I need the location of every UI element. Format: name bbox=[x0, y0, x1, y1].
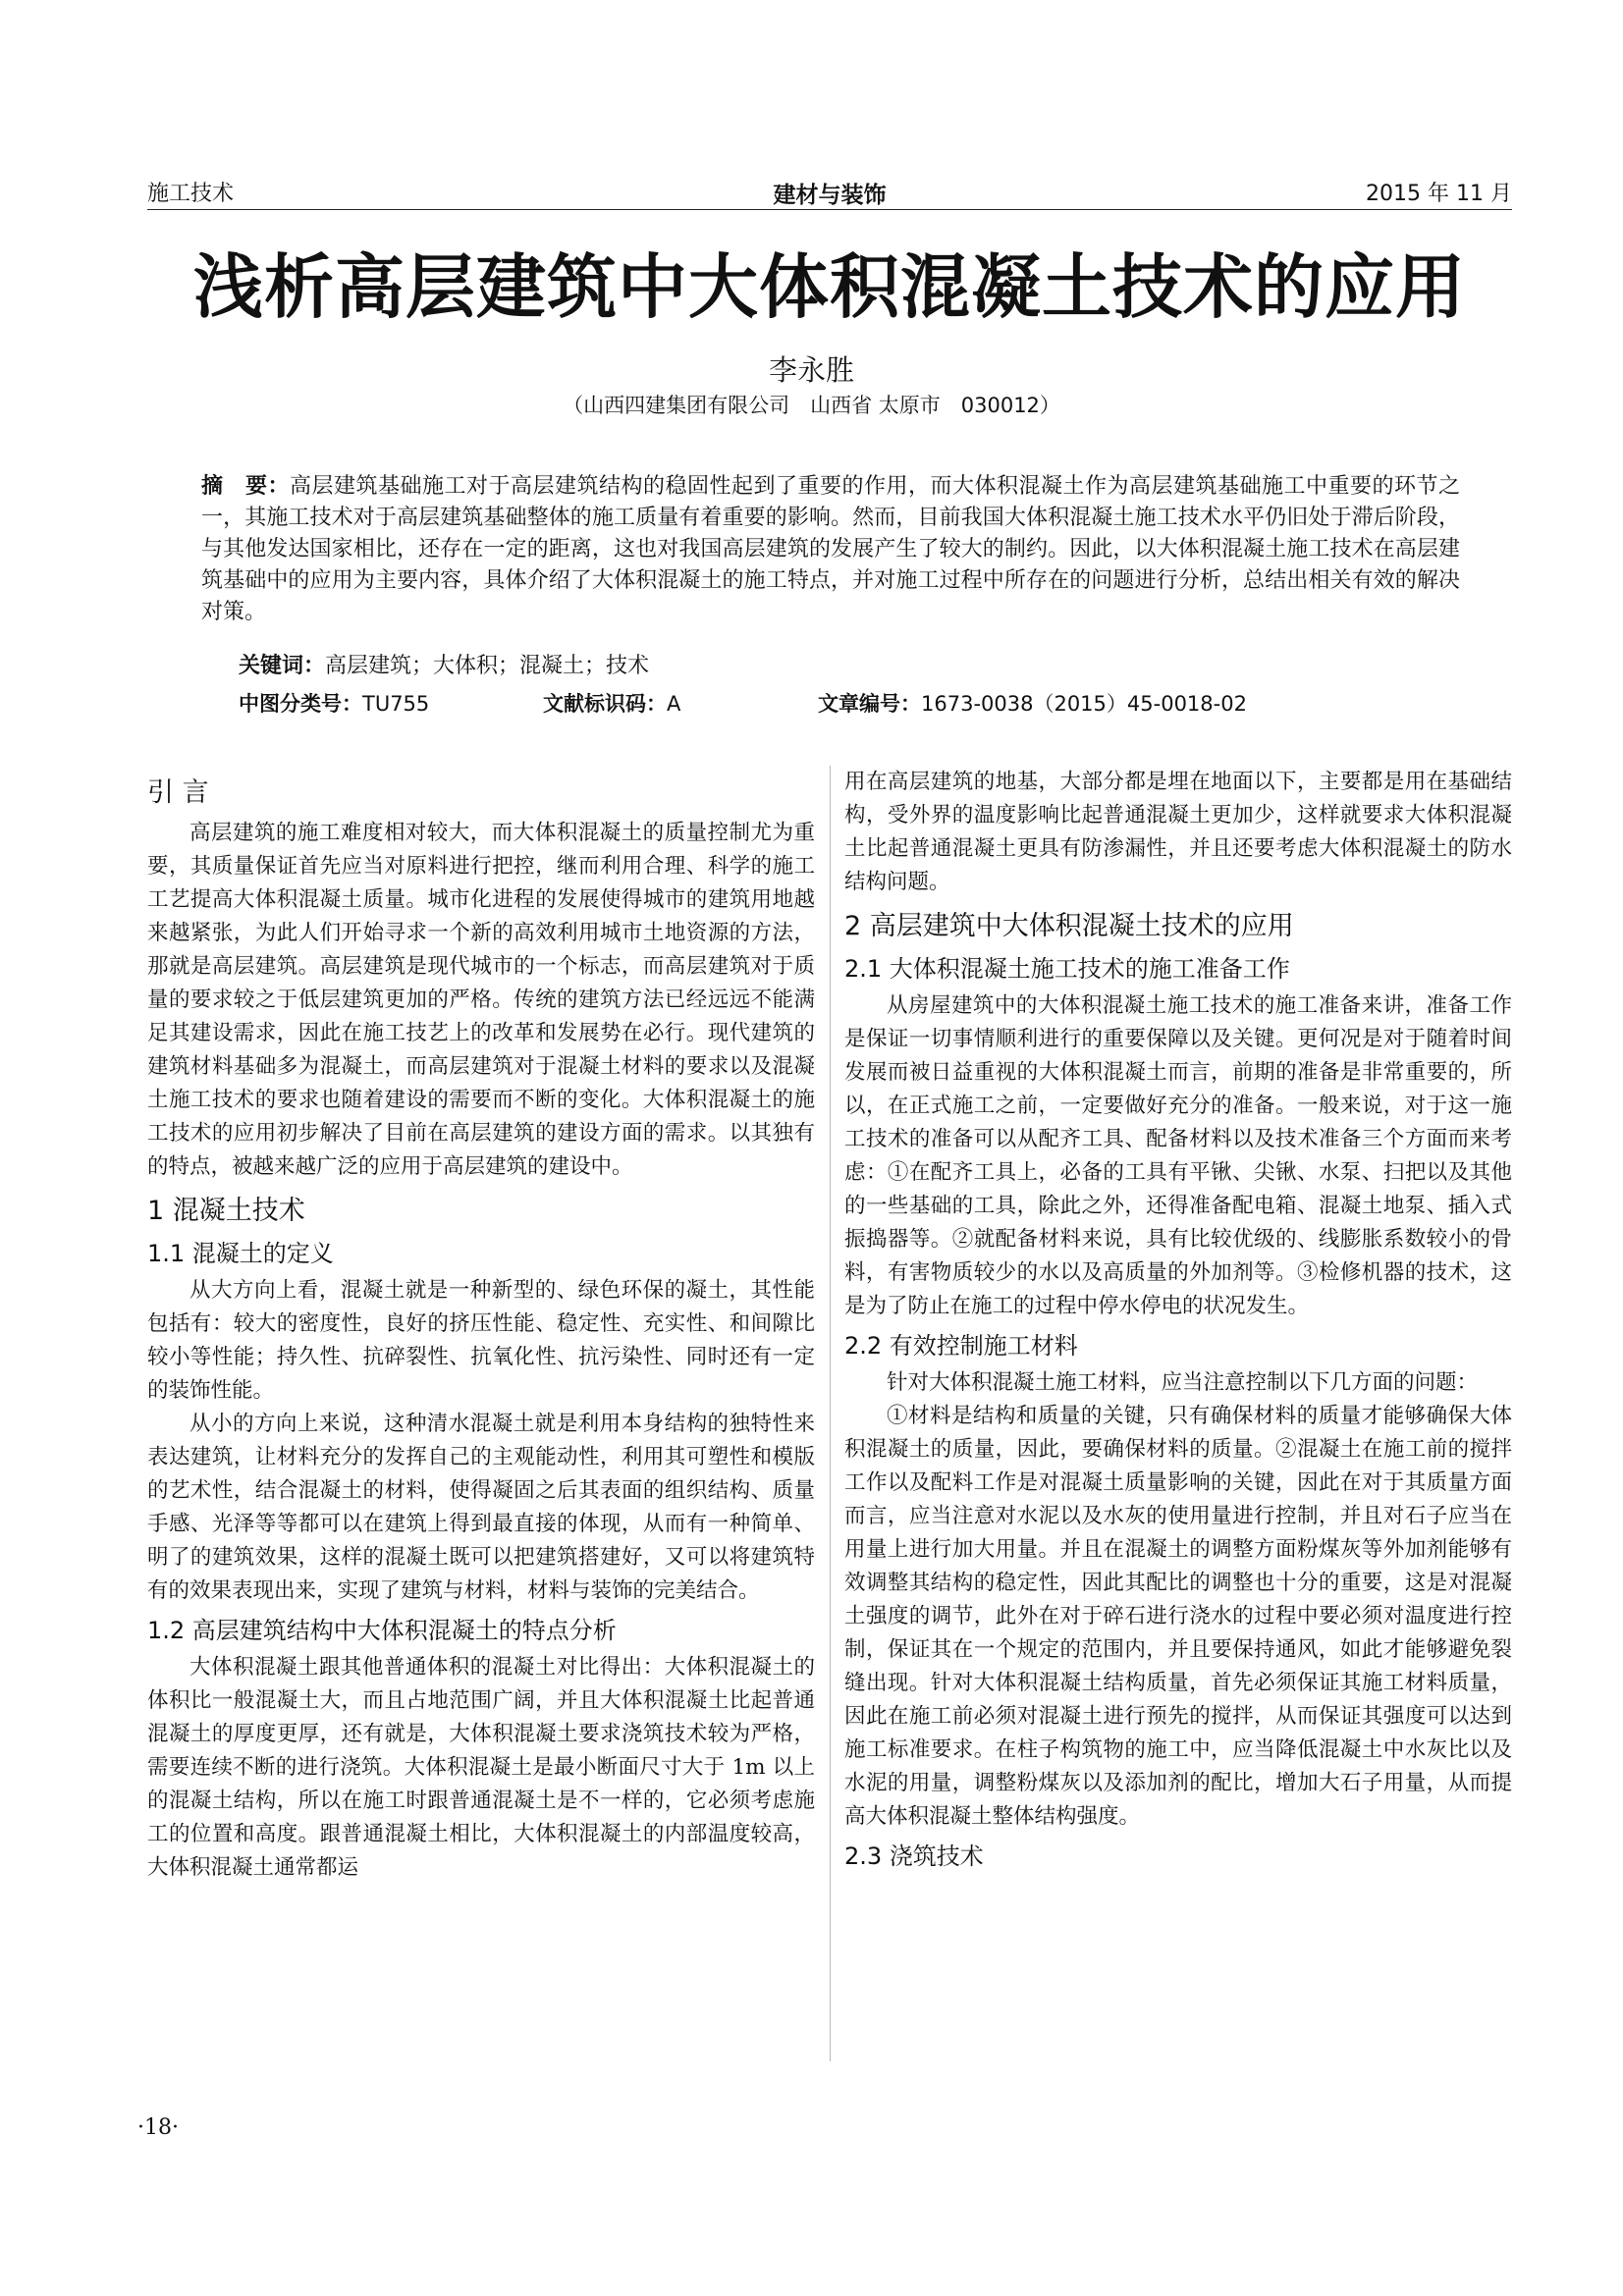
right-column bbox=[844, 766, 1512, 1877]
affiliation: （山西四建集团有限公司 山西省 太原市 030012） bbox=[563, 394, 1060, 417]
header-date: 2015 年 11 月 bbox=[1366, 182, 1512, 206]
doc-value: A bbox=[667, 692, 681, 716]
continued-paragraph: 用在高层建筑的地基，大部分都是埋在地面以下，主要都是用在基础结构，受外界的温度影响比起普通混凝土更加少，这样就要求大体积混凝土比起普通混凝土更具有防渗漏性，并且还要考虑大体积混凝土的防水结构问题。 bbox=[844, 770, 1512, 894]
section-2-2-heading: 2.2 有效控制施工材料 bbox=[844, 1332, 1078, 1360]
keywords bbox=[239, 649, 649, 679]
section-2-2-paragraph-b: ①材料是结构和质量的关键，只有确保材料的质量才能够确保大体积混凝土的质量，因此，要确保材料的质量。②混凝土在施工前的搅拌工作以及配料工作是对混凝土质量影响的关键，因此在对于其质量方面而言，应当注意对水泥以及水灰的使用量进行控制，并且对石子应当在用量上进行加大用量。并且在混凝土的调整方面粉煤灰等外加剂能够有效调整其结构的稳定性，因此其配比的调整也十分的重要，这是对混凝土强度的调节，此外在对于碎石进行浇水的过程中要必须对温度进行控制，保证其在一个规定的范围内，并且要保持通风，如此才能够避免裂缝出现。针对大体积混凝土结构质量，首先必须保证其施工材料质量，因此在施工前必须对混凝土进行预先的搅拌，从而保证其强度可以达到施工标准要求。在柱子构筑物的施工中，应当降低混凝土中水灰比以及水泥的用量，调整粉煤灰以及添加剂的配比，增加大石子用量，从而提高大体积混凝土整体结构强度。 bbox=[844, 1404, 1512, 1829]
section-1-1-paragraph-a: 从大方向上看，混凝土就是一种新型的、绿色环保的凝土，其性能包括有：较大的密度性，良好的挤压性能、稳定性、充实性、和间隙比较小等性能；持久性、抗碎裂性、抗氧化性、抗污染性、同时还有一定的装饰性能。 bbox=[147, 1278, 815, 1403]
header-journal: 建材与装饰 bbox=[773, 183, 887, 208]
intro-heading: 引 言 bbox=[147, 777, 209, 808]
article-label: 文章编号： bbox=[818, 692, 921, 716]
column-divider bbox=[830, 766, 831, 2061]
clc-value: TU755 bbox=[362, 692, 430, 716]
section-1-2-heading: 1.2 高层建筑结构中大体积混凝土的特点分析 bbox=[147, 1617, 617, 1644]
doc-label: 文献标识码： bbox=[543, 692, 667, 716]
article-value: 1673-0038（2015）45-0018-02 bbox=[921, 692, 1247, 716]
article-number bbox=[818, 688, 1247, 718]
clc-label: 中图分类号： bbox=[239, 692, 362, 716]
header-section: 施工技术 bbox=[147, 182, 235, 206]
article-title: 浅析高层建筑中大体积混凝土技术的应用 bbox=[192, 246, 1466, 328]
section-1-2-paragraph: 大体积混凝土跟其他普通体积的混凝土对比得出：大体积混凝土的体积比一般混凝土大，而且占地范围广阔，并且大体积混凝土比起普通混凝土的厚度更厚，还有就是，大体积混凝土要求浇筑技术较为严格，需要连续不断的进行浇筑。大体积混凝土是最小断面尺寸大于 1m 以上的混凝土结构，所以在施工时跟普通混凝土是不一样的，它必须考虑施工的位置和高度。跟普通混凝土相比，大体积混凝土的内部温度较高，大体积混凝土通常都运 bbox=[147, 1655, 815, 1880]
section-2-3-heading: 2.3 浇筑技术 bbox=[844, 1842, 984, 1870]
clc-number bbox=[239, 688, 429, 718]
page-number: ·18· bbox=[137, 2115, 179, 2140]
intro-paragraph: 高层建筑的施工难度相对较大，而大体积混凝土的质量控制尤为重要，其质量保证首先应当对原料进行把控，继而利用合理、科学的施工工艺提高大体积混凝土质量。城市化进程的发展使得城市的建筑用地越来越紧张，为此人们开始寻求一个新的高效利用城市土地资源的方法，那就是高层建筑。高层建筑是现代城市的一个标志，而高层建筑对于质量的要求较之于低层建筑更加的严格。传统的建筑方法已经远远不能满足其建设需求，因此在施工技艺上的改革和发展势在必行。现代建筑的建筑材料基础多为混凝土，而高层建筑对于混凝土材料的要求以及混凝土施工技术的要求也随着建设的需要而不断的变化。大体积混凝土的施工技术的应用初步解决了目前在高层建筑的建设方面的需求。以其独有的特点，被越来越广泛的应用于高层建筑的建设中。 bbox=[147, 821, 815, 1179]
header-rule bbox=[147, 209, 1512, 210]
abstract bbox=[201, 471, 1460, 628]
abstract-text: 高层建筑基础施工对于高层建筑结构的稳固性起到了重要的作用，而大体积混凝土作为高层建筑基础施工中重要的环节之一，其施工技术对于高层建筑基础整体的施工质量有着重要的影响。然而，目前我国大体积混凝土施工技术水平仍旧处于滞后阶段，与其他发达国家相比，还存在一定的距离，这也对我国高层建筑的发展产生了较大的制约。因此，以大体积混凝土施工技术在高层建筑基础中的应用为主要内容，具体介绍了大体积混凝土的施工特点，并对施工过程中所存在的问题进行分析，总结出相关有效的解决对策。 bbox=[201, 474, 1460, 624]
author: 李永胜 bbox=[768, 353, 854, 387]
section-1-heading: 1 混凝土技术 bbox=[147, 1196, 305, 1226]
section-1-1-heading: 1.1 混凝土的定义 bbox=[147, 1240, 334, 1267]
section-2-2-paragraph-a: 针对大体积混凝土施工材料，应当注意控制以下几方面的问题： bbox=[887, 1370, 1479, 1395]
section-2-1-heading: 2.1 大体积混凝土施工技术的施工准备工作 bbox=[844, 955, 1290, 983]
section-2-heading: 2 高层建筑中大体积混凝土技术的应用 bbox=[844, 911, 1294, 941]
keywords-label: 关键词： bbox=[239, 654, 326, 678]
abstract-label: 摘 要： bbox=[201, 474, 290, 499]
left-column bbox=[147, 766, 815, 1885]
running-header bbox=[147, 177, 1512, 216]
section-1-1-paragraph-b: 从小的方向上来说，这种清水混凝土就是利用本身结构的独特性来表达建筑，让材料充分的发挥自己的主观能动性，利用其可塑性和模版的艺术性，结合混凝土的材料，使得凝固之后其表面的组织结构、质量手感、光泽等等都可以在建筑上得到最直接的体现，从而有一种简单、明了的建筑效果，这样的混凝土既可以把建筑搭建好，又可以将建筑特有的效果表现出来，实现了建筑与材料，材料与装饰的完美结合。 bbox=[147, 1412, 815, 1603]
section-2-1-paragraph: 从房屋建筑中的大体积混凝土施工技术的施工准备来讲，准备工作是保证一切事情顺利进行的重要保障以及关键。更何况是对于随着时间发展而被日益重视的大体积混凝土而言，前期的准备是非常重要的，所以，在正式施工之前，一定要做好充分的准备。一般来说，对于这一施工技术的准备可以从配齐工具、配备材料以及技术准备三个方面而来考虑：①在配齐工具上，必备的工具有平锹、尖锹、水泵、扫把以及其他的一些基础的工具，除此之外，还得准备配电箱、混凝土地泵、插入式振捣器等。②就配备材料来说，具有比较优级的、线膨胀系数较小的骨料，有害物质较少的水以及高质量的外加剂等。③检修机器的技术，这是为了防止在施工的过程中停水停电的状况发生。 bbox=[844, 993, 1512, 1318]
document-code bbox=[543, 688, 680, 718]
keywords-text: 高层建筑；大体积；混凝土；技术 bbox=[325, 654, 650, 678]
